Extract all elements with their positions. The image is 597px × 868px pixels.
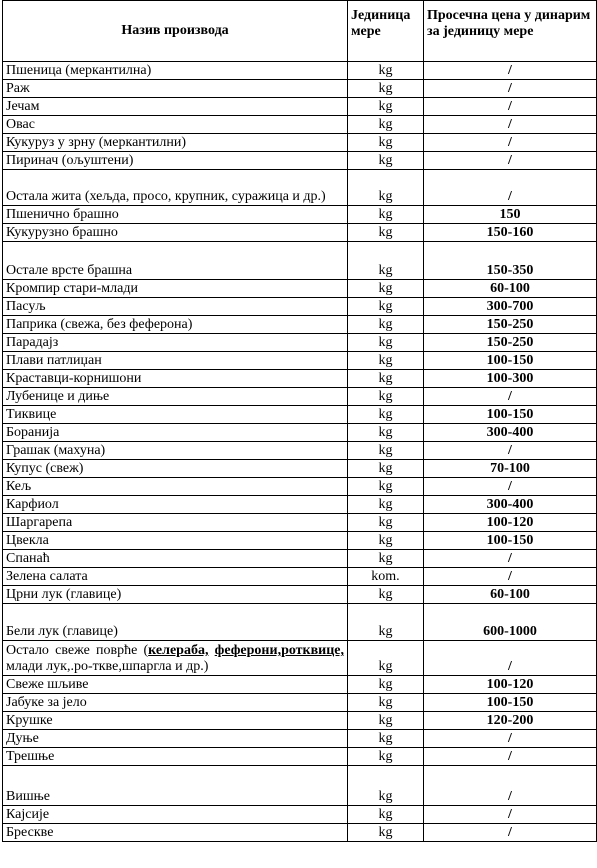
product-name-cell: Остала жита (хељда, просо, крупник, суражица и др.) — [3, 170, 348, 206]
table-row — [3, 152, 597, 170]
table-row — [3, 98, 597, 116]
price-cell: / — [424, 730, 597, 748]
price-cell: / — [424, 388, 597, 406]
header-average-price: Просечна цена у динарим за јединицу мере — [424, 1, 597, 62]
price-cell: / — [424, 98, 597, 116]
product-name-cell: Кајсије — [3, 806, 348, 824]
price-cell: 150-350 — [424, 242, 597, 280]
price-cell: / — [424, 568, 597, 586]
table-row — [3, 316, 597, 334]
table-row — [3, 730, 597, 748]
price-cell: 300-400 — [424, 424, 597, 442]
price-cell: / — [424, 748, 597, 766]
unit-cell: kg — [348, 442, 424, 460]
price-cell: / — [424, 806, 597, 824]
price-cell: 600-1000 — [424, 604, 597, 641]
product-name-cell — [3, 641, 348, 676]
price-cell: 100-150 — [424, 406, 597, 424]
table-row — [3, 206, 597, 224]
product-name-cell: Јечам — [3, 98, 348, 116]
unit-cell: kg — [348, 406, 424, 424]
product-name-cell: Крушке — [3, 712, 348, 730]
price-cell: / — [424, 62, 597, 80]
table-row — [3, 242, 597, 280]
table-body — [3, 62, 597, 842]
unit-cell: kg — [348, 116, 424, 134]
table-row — [3, 712, 597, 730]
unit-cell: kg — [348, 806, 424, 824]
table-row — [3, 496, 597, 514]
product-name-part: феферони, — [214, 643, 282, 658]
unit-cell: kg — [348, 316, 424, 334]
price-cell: 70-100 — [424, 460, 597, 478]
unit-cell: kg — [348, 824, 424, 842]
table-row — [3, 568, 597, 586]
price-cell: 100-150 — [424, 532, 597, 550]
table-row — [3, 370, 597, 388]
product-name-cell: Кромпир стари-млади — [3, 280, 348, 298]
unit-cell: kg — [348, 586, 424, 604]
product-name-cell: Пиринач (ољуштени) — [3, 152, 348, 170]
table-row — [3, 388, 597, 406]
unit-cell: kg — [348, 170, 424, 206]
product-name-part: келераба, — [148, 643, 209, 658]
unit-cell: kg — [348, 766, 424, 806]
unit-cell: kg — [348, 460, 424, 478]
header-product-name: Назив производа — [3, 1, 348, 62]
table-row — [3, 406, 597, 424]
table-row — [3, 116, 597, 134]
product-name-cell: Кељ — [3, 478, 348, 496]
unit-cell: kg — [348, 280, 424, 298]
price-cell: / — [424, 134, 597, 152]
unit-cell: kg — [348, 550, 424, 568]
price-cell: 100-150 — [424, 694, 597, 712]
product-name-cell: Паприка (свежа, без феферона) — [3, 316, 348, 334]
unit-cell: kg — [348, 641, 424, 676]
price-cell: 120-200 — [424, 712, 597, 730]
table-row — [3, 224, 597, 242]
price-cell: 100-120 — [424, 676, 597, 694]
table-row — [3, 641, 597, 676]
product-name-cell: Тиквице — [3, 406, 348, 424]
price-cell: 60-100 — [424, 586, 597, 604]
table-row — [3, 824, 597, 842]
header-unit: Јединица мере — [348, 1, 424, 62]
table-row — [3, 134, 597, 152]
table-row — [3, 676, 597, 694]
unit-cell: kg — [348, 424, 424, 442]
product-name-cell: Шаргарепа — [3, 514, 348, 532]
price-cell: / — [424, 766, 597, 806]
price-cell: / — [424, 170, 597, 206]
product-name-cell: Јабуке за јело — [3, 694, 348, 712]
product-name-cell: Спанаћ — [3, 550, 348, 568]
unit-cell: kg — [348, 604, 424, 641]
unit-cell: kg — [348, 334, 424, 352]
product-name-cell: Лубенице и диње — [3, 388, 348, 406]
product-name-cell: Бресквe — [3, 824, 348, 842]
table-row — [3, 532, 597, 550]
unit-cell: kg — [348, 370, 424, 388]
table-row — [3, 442, 597, 460]
header-row — [3, 1, 597, 62]
price-cell: / — [424, 641, 597, 676]
product-name-cell: Боранија — [3, 424, 348, 442]
price-cell: / — [424, 824, 597, 842]
product-name-cell: Пшеница (меркантилна) — [3, 62, 348, 80]
unit-cell: kg — [348, 62, 424, 80]
product-name-cell: Овас — [3, 116, 348, 134]
price-cell: 150-160 — [424, 224, 597, 242]
unit-cell: kom. — [348, 568, 424, 586]
unit-cell: kg — [348, 388, 424, 406]
unit-cell: kg — [348, 98, 424, 116]
table-row — [3, 280, 597, 298]
product-name-part: млади лук,.ро-тквe,шпаргла и др.) — [6, 659, 209, 674]
product-name-cell: Карфиол — [3, 496, 348, 514]
table-row — [3, 460, 597, 478]
product-name-cell: Остале врсте брашна — [3, 242, 348, 280]
unit-cell: kg — [348, 298, 424, 316]
price-cell: 150 — [424, 206, 597, 224]
product-name-cell: Свеже шљиве — [3, 676, 348, 694]
price-table — [2, 0, 597, 842]
price-cell: / — [424, 442, 597, 460]
product-name-cell: Цвекла — [3, 532, 348, 550]
unit-cell: kg — [348, 730, 424, 748]
unit-cell: kg — [348, 532, 424, 550]
table-row — [3, 478, 597, 496]
price-cell: / — [424, 550, 597, 568]
unit-cell: kg — [348, 748, 424, 766]
table-row — [3, 586, 597, 604]
price-cell: / — [424, 478, 597, 496]
table-row — [3, 80, 597, 98]
product-name-cell: Парадајз — [3, 334, 348, 352]
product-name-cell: Кукурузно брашно — [3, 224, 348, 242]
unit-cell: kg — [348, 352, 424, 370]
price-cell: / — [424, 116, 597, 134]
unit-cell: kg — [348, 676, 424, 694]
price-cell: 150-250 — [424, 316, 597, 334]
unit-cell: kg — [348, 478, 424, 496]
table-row — [3, 514, 597, 532]
product-name-cell: Бели лук (главице) — [3, 604, 348, 641]
table-row — [3, 766, 597, 806]
product-name-cell: Вишње — [3, 766, 348, 806]
price-cell: 100-150 — [424, 352, 597, 370]
table-row — [3, 748, 597, 766]
product-name-cell: Трешње — [3, 748, 348, 766]
price-cell: / — [424, 80, 597, 98]
unit-cell: kg — [348, 152, 424, 170]
price-cell: / — [424, 152, 597, 170]
product-name-cell: Црни лук (главице) — [3, 586, 348, 604]
unit-cell: kg — [348, 514, 424, 532]
table-row — [3, 550, 597, 568]
price-cell: 100-300 — [424, 370, 597, 388]
unit-cell: kg — [348, 134, 424, 152]
table-row — [3, 62, 597, 80]
table-row — [3, 806, 597, 824]
price-cell: 60-100 — [424, 280, 597, 298]
table-row — [3, 694, 597, 712]
unit-cell: kg — [348, 712, 424, 730]
product-name-cell: Зелена салата — [3, 568, 348, 586]
unit-cell: kg — [348, 496, 424, 514]
product-name-cell: Краставци-корнишони — [3, 370, 348, 388]
price-cell: 300-700 — [424, 298, 597, 316]
product-name-part: ротквице, — [281, 643, 345, 658]
table-row — [3, 424, 597, 442]
product-name-part: Остало свеже поврће ( — [6, 643, 149, 658]
product-name-cell: Дуње — [3, 730, 348, 748]
unit-cell: kg — [348, 206, 424, 224]
product-name-cell: Пасуљ — [3, 298, 348, 316]
price-cell: 150-250 — [424, 334, 597, 352]
product-name-cell: Грашак (махуна) — [3, 442, 348, 460]
price-cell: 100-120 — [424, 514, 597, 532]
table-row — [3, 604, 597, 641]
unit-cell: kg — [348, 242, 424, 280]
product-name-cell: Плави патлиџан — [3, 352, 348, 370]
price-cell: 300-400 — [424, 496, 597, 514]
unit-cell: kg — [348, 80, 424, 98]
unit-cell: kg — [348, 694, 424, 712]
product-name-cell: Раж — [3, 80, 348, 98]
table-row — [3, 298, 597, 316]
product-name-cell: Купус (свеж) — [3, 460, 348, 478]
unit-cell: kg — [348, 224, 424, 242]
product-name-cell: Кукуруз у зрну (меркантилни) — [3, 134, 348, 152]
table-row — [3, 334, 597, 352]
product-name-cell: Пшенично брашно — [3, 206, 348, 224]
table-row — [3, 352, 597, 370]
table-row — [3, 170, 597, 206]
